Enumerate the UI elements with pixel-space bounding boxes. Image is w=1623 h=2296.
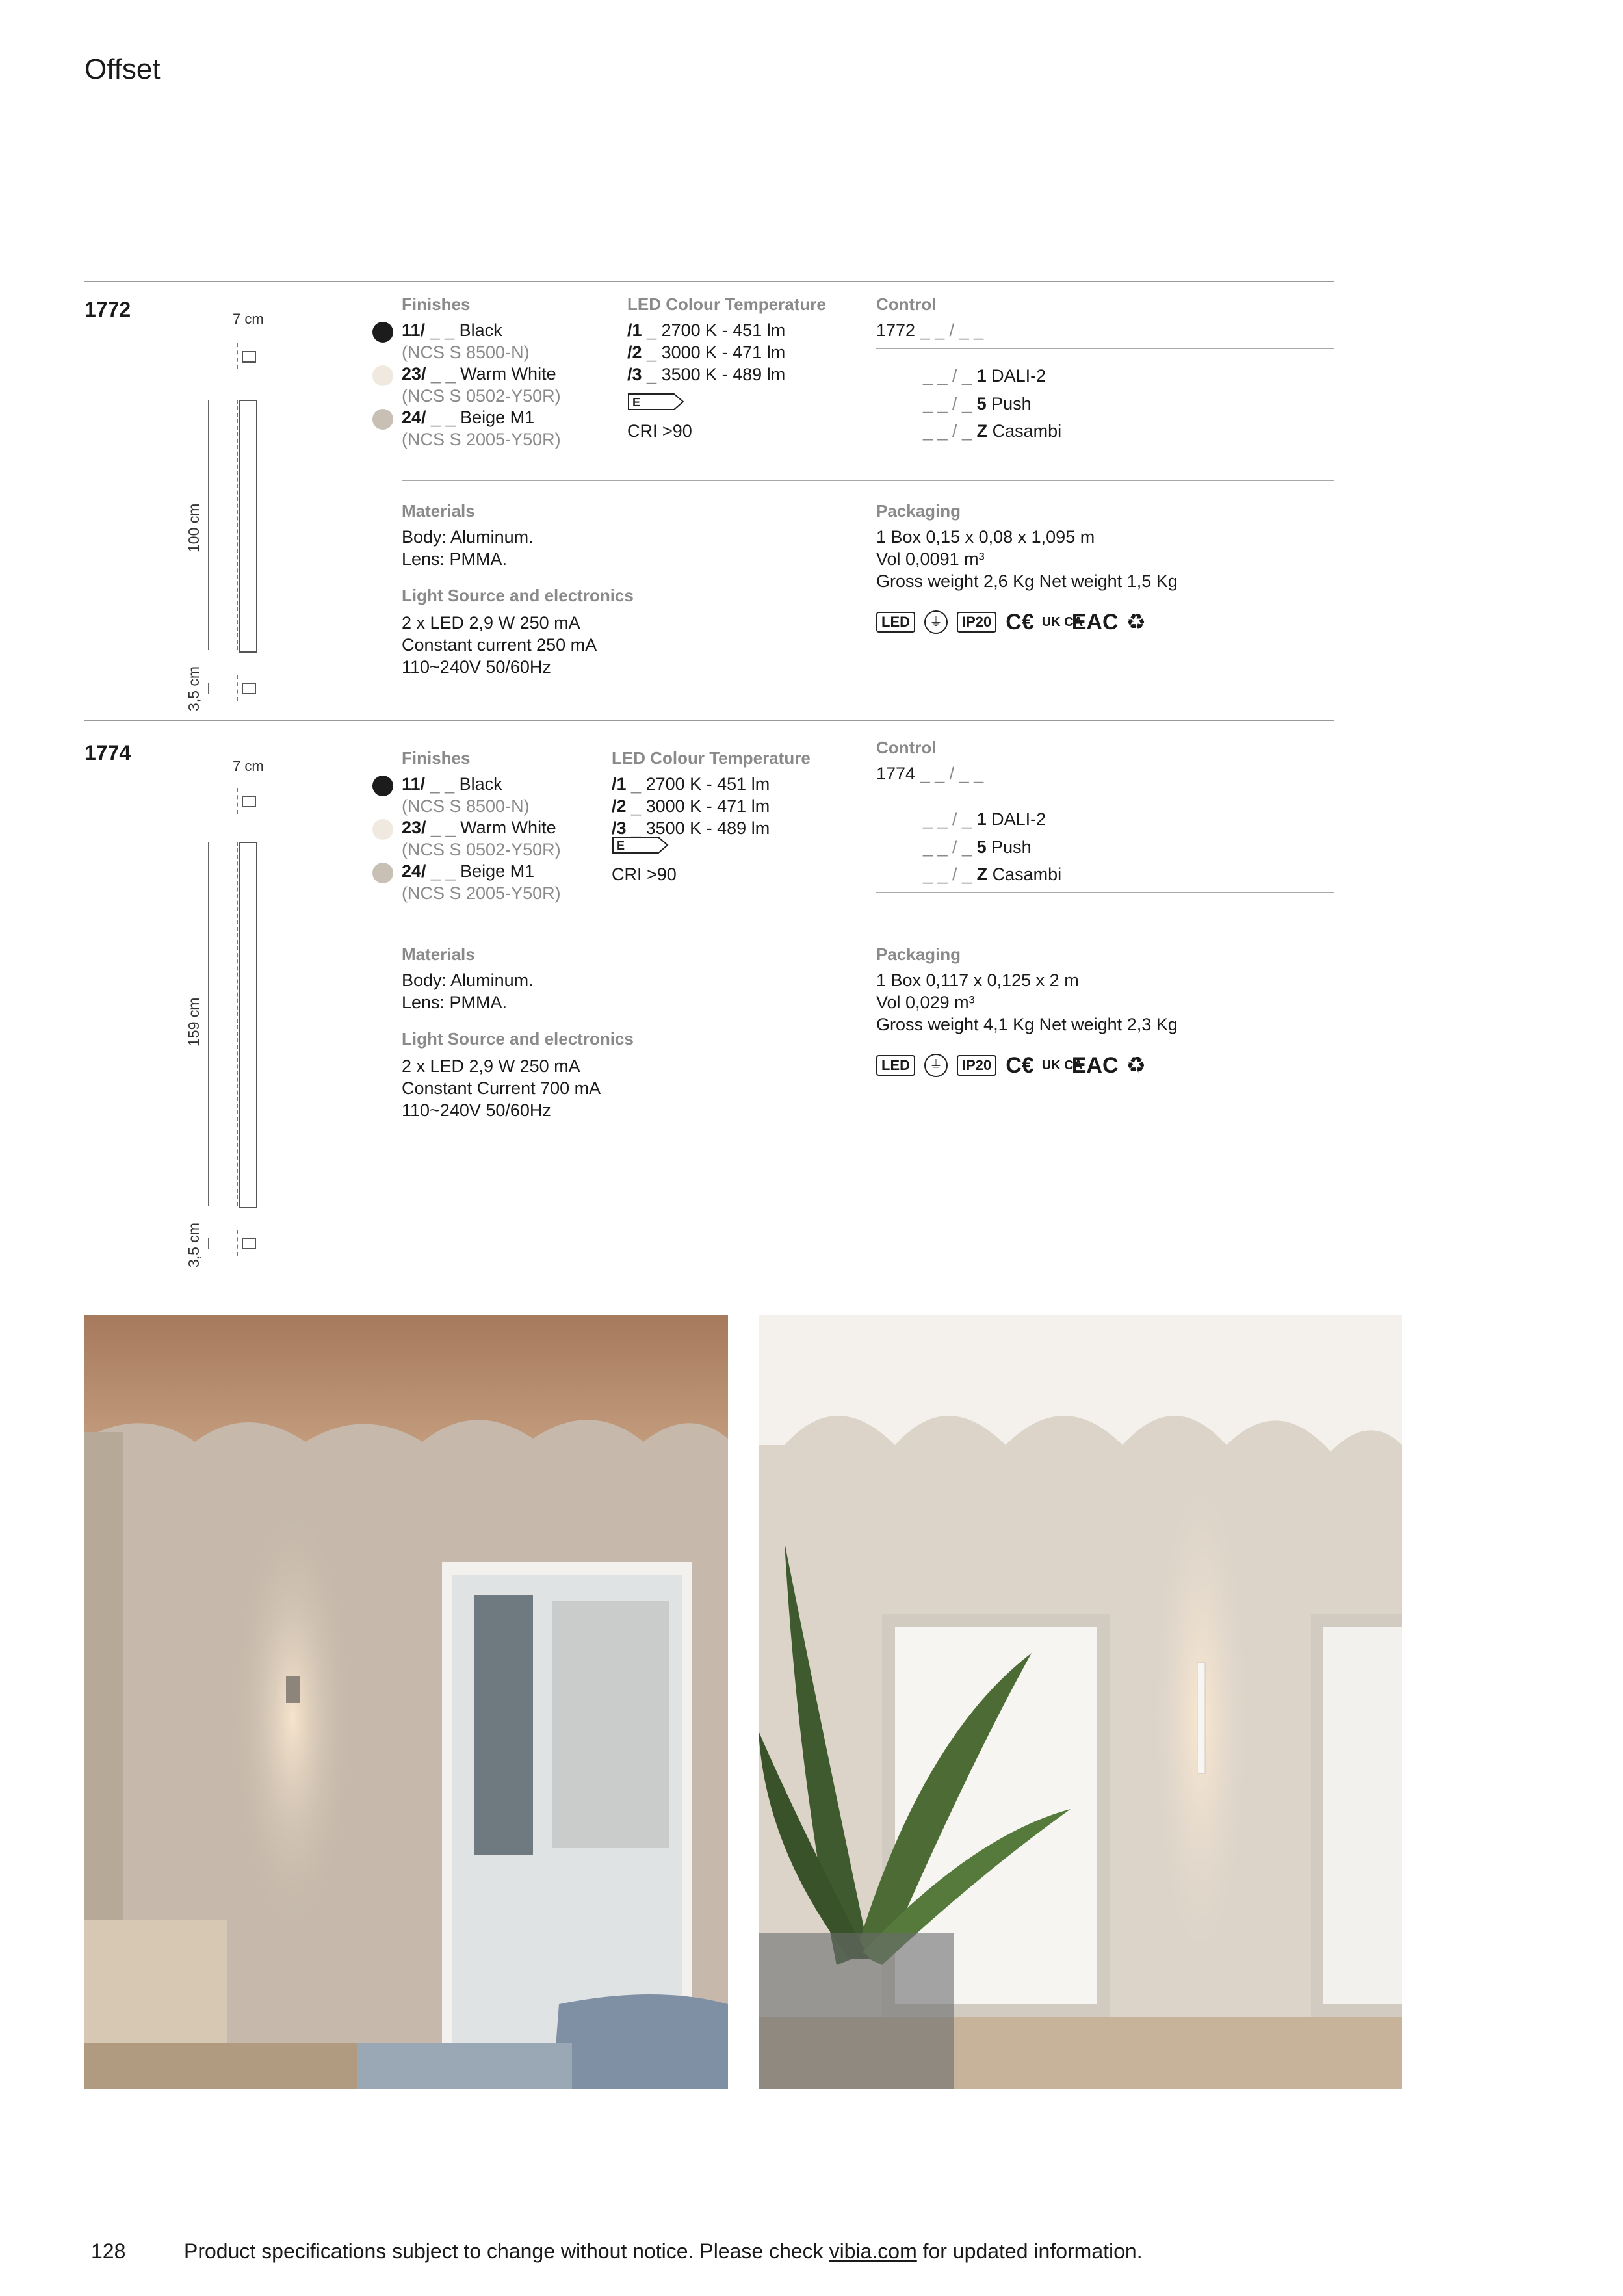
light-source: 2 x LED 2,9 W 250 mA Constant current 250 mA 110~240V 50/60Hz [402, 613, 597, 677]
light-source: 2 x LED 2,9 W 250 mA Constant Current 700 mA 110~240V 50/60Hz [402, 1056, 601, 1120]
finish-ncs: (NCS S 2005-Y50R) [402, 883, 561, 903]
temp-row: /1 _ 2700 K - 451 lm [612, 774, 770, 794]
materials: Body: Aluminum. Lens: PMMA. [402, 527, 534, 569]
swatch-beige [372, 863, 393, 883]
packaging-label: Packaging [876, 501, 961, 521]
energy-label-icon [612, 836, 670, 857]
light-source-label: Light Source and electronics [402, 586, 634, 605]
temp-row: /2 _ 3000 K - 471 lm [627, 343, 786, 362]
finish-row: 23/ _ _ Warm White [402, 818, 556, 837]
led-temp-label: LED Colour Temperature [627, 294, 826, 314]
interior-photo-left [84, 1315, 728, 2089]
finish-ncs: (NCS S 0502-Y50R) [402, 386, 561, 406]
finish-ncs: (NCS S 2005-Y50R) [402, 430, 561, 449]
swatch-black [372, 776, 393, 796]
control-option: _ _ / _ Z Casambi [923, 865, 1062, 884]
temp-row: /3 _ 3500 K - 489 lm [627, 365, 786, 384]
temp-row: /1 _ 2700 K - 451 lm [627, 320, 786, 340]
swatch-black [372, 322, 393, 343]
swatch-warm-white [372, 365, 393, 386]
footer-note: Product specifications subject to change without notice. Please check vibia.com for updated information. [184, 2239, 1143, 2263]
product-code: 1774 [84, 741, 131, 764]
technical-drawing [169, 306, 299, 715]
control-code: 1774 _ _ / _ _ [876, 764, 984, 783]
temp-row: /2 _ 3000 K - 471 lm [612, 796, 770, 816]
svg-text:E: E [617, 839, 625, 852]
finish-row: 11/ _ _ Black [402, 774, 502, 794]
finish-row: 23/ _ _ Warm White [402, 364, 556, 384]
certification-icons [876, 609, 1154, 635]
eac-mark-icon: EAC [1071, 1052, 1119, 1078]
control-option: _ _ / _ 1 DALI-2 [923, 366, 1046, 385]
control-option: _ _ / _ 5 Push [923, 837, 1032, 857]
interior-photo-right [759, 1315, 1402, 2089]
ukca-mark-icon: UK CA [1041, 1058, 1084, 1073]
packaging: 1 Box 0,117 x 0,125 x 2 m Vol 0,029 m³ Gross weight 4,1 Kg Net weight 2,3 Kg [876, 971, 1178, 1034]
control-code: 1772 _ _ / _ _ [876, 320, 984, 340]
eac-mark-icon: EAC [1071, 609, 1119, 634]
finishes-label: Finishes [402, 748, 471, 768]
packaging: 1 Box 0,15 x 0,08 x 1,095 m Vol 0,0091 m³ Gross weight 2,6 Kg Net weight 1,5 Kg [876, 527, 1178, 591]
class-icon: ⏚ [924, 1054, 948, 1077]
recycle-icon: ♻ [1126, 610, 1147, 634]
materials-label: Materials [402, 945, 475, 964]
finish-row: 11/ _ _ Black [402, 320, 502, 340]
ip-badge: IP20 [957, 1055, 996, 1076]
dimension-length: 100 cm [185, 503, 202, 553]
technical-drawing [169, 754, 299, 1274]
dimension-width: 7 cm [233, 311, 264, 327]
control-label: Control [876, 294, 937, 314]
light-source-label: Light Source and electronics [402, 1029, 634, 1049]
dimension-depth: 3,5 cm [185, 666, 202, 711]
materials: Body: Aluminum. Lens: PMMA. [402, 971, 534, 1012]
cri: CRI >90 [627, 421, 692, 441]
energy-label-icon [627, 393, 686, 414]
ce-mark-icon: C€ [1006, 609, 1034, 634]
vibia-link[interactable]: vibia.com [829, 2239, 917, 2263]
dimension-length: 159 cm [185, 997, 202, 1047]
finish-row: 24/ _ _ Beige M1 [402, 861, 535, 881]
control-label: Control [876, 738, 937, 757]
control-option: _ _ / _ 1 DALI-2 [923, 809, 1046, 829]
product-code: 1772 [84, 298, 131, 321]
certification-icons [876, 1052, 1154, 1078]
finish-row: 24/ _ _ Beige M1 [402, 408, 535, 427]
ce-mark-icon: C€ [1006, 1052, 1034, 1078]
recycle-icon: ♻ [1126, 1053, 1147, 1078]
temp-row: /3 _ 3500 K - 489 lm [612, 818, 770, 838]
class-icon: ⏚ [924, 610, 948, 634]
dimension-width: 7 cm [233, 758, 264, 774]
control-option: _ _ / _ 5 Push [923, 394, 1032, 413]
swatch-warm-white [372, 819, 393, 840]
cri: CRI >90 [612, 865, 677, 884]
page-title: Offset [84, 53, 161, 85]
section-divider [84, 281, 1334, 282]
led-temp-label: LED Colour Temperature [612, 748, 811, 768]
page-number: 128 [91, 2239, 126, 2263]
finish-ncs: (NCS S 0502-Y50R) [402, 840, 561, 859]
swatch-beige [372, 409, 393, 430]
control-option: _ _ / _ Z Casambi [923, 421, 1062, 441]
ukca-mark-icon: UK CA [1041, 615, 1084, 629]
materials-label: Materials [402, 501, 475, 521]
finish-ncs: (NCS S 8500-N) [402, 343, 530, 362]
packaging-label: Packaging [876, 945, 961, 964]
section-divider [84, 720, 1334, 721]
ip-badge: IP20 [957, 612, 996, 633]
finish-ncs: (NCS S 8500-N) [402, 796, 530, 816]
svg-text:E: E [632, 396, 641, 409]
finishes-label: Finishes [402, 294, 471, 314]
led-badge: LED [876, 1055, 915, 1076]
dimension-depth: 3,5 cm [185, 1222, 202, 1268]
led-badge: LED [876, 612, 915, 633]
